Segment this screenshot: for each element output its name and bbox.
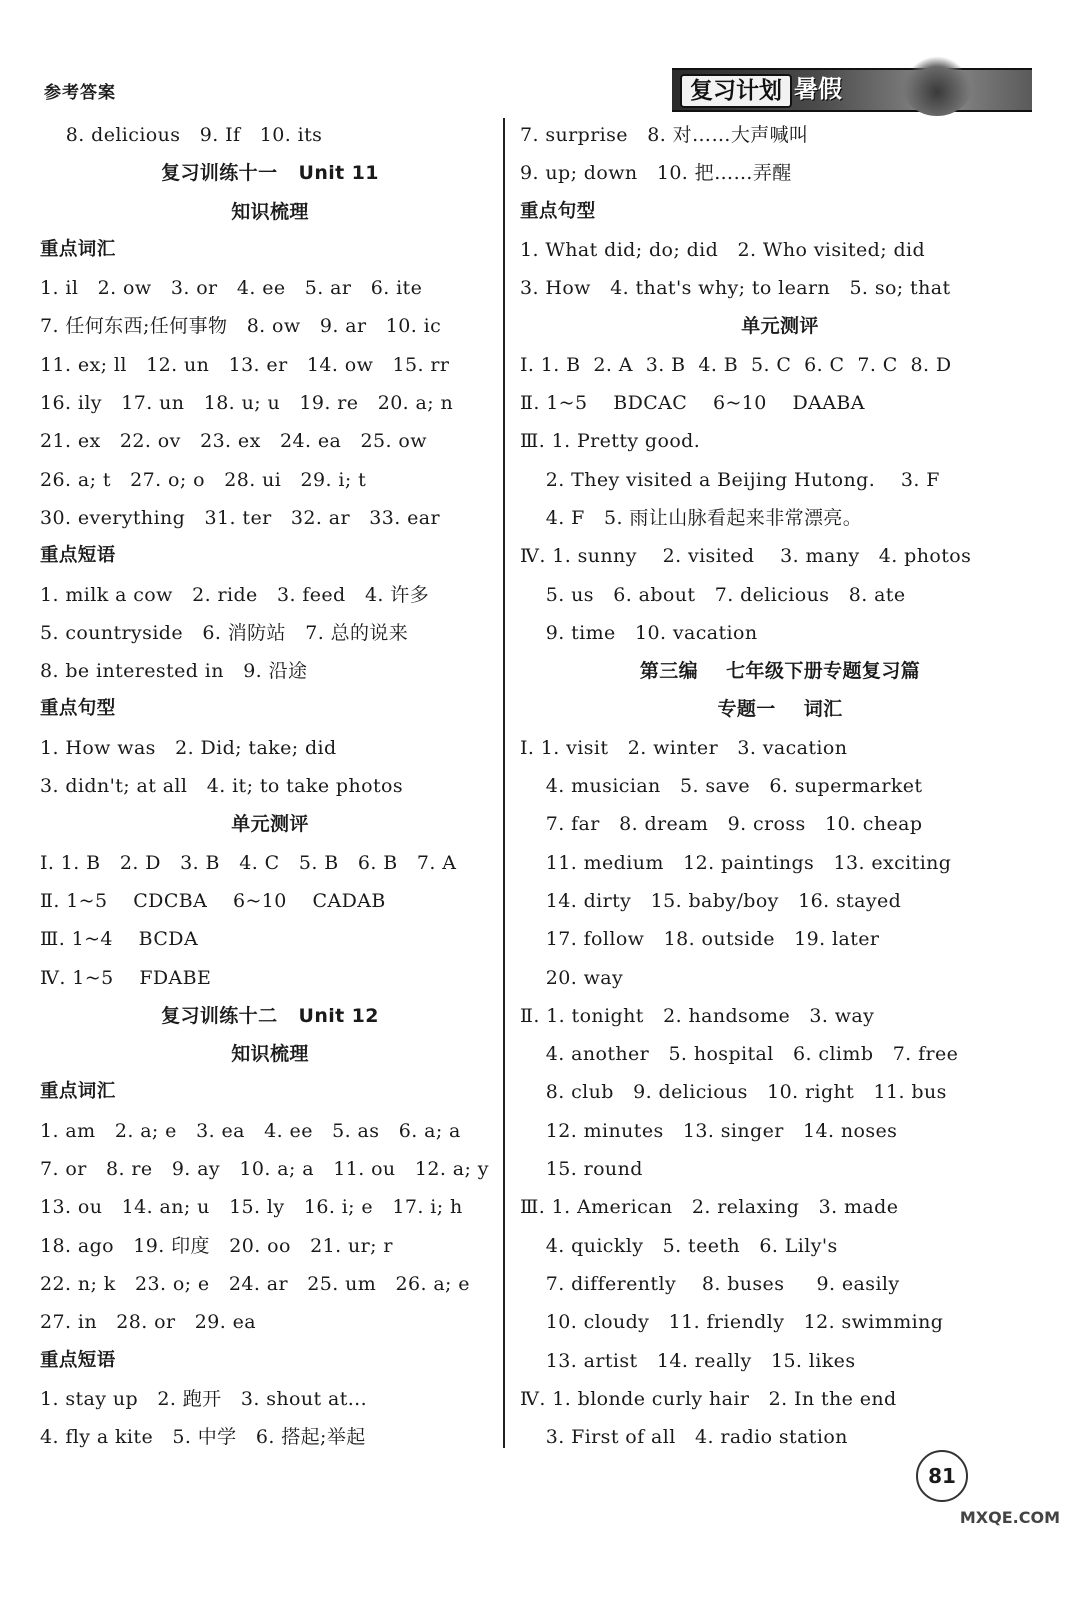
answer-line: 17. follow 18. outside 19. later	[520, 928, 880, 951]
answer-line: 13. ou 14. an; u 15. ly 16. i; e 17. i; h	[40, 1196, 463, 1219]
answer-line: 10. cloudy 11. friendly 12. swimming	[520, 1311, 944, 1334]
section-title: 专题一 词汇	[717, 698, 843, 721]
answer-line: 7. surprise 8. 对……大声喊叫	[520, 124, 809, 146]
section-title: 知识梳理	[231, 1043, 309, 1066]
answer-line: 3. How 4. that's why; to learn 5. so; that	[520, 277, 951, 300]
section-heading: 重点短语	[40, 1349, 116, 1371]
section-heading: 重点词汇	[40, 238, 116, 260]
left-column	[40, 116, 500, 1456]
answer-line: Ⅱ. 1~5 BDCAC 6~10 DAABA	[520, 392, 865, 415]
answer-line: 14. dirty 15. baby/boy 16. stayed	[520, 889, 902, 912]
answer-line: Ⅰ. 1. visit 2. winter 3. vacation	[520, 736, 848, 759]
answer-line: 12. minutes 13. singer 14. noses	[520, 1119, 898, 1142]
right-column	[520, 116, 1040, 1456]
answer-line: 4. fly a kite 5. 中学 6. 搭起;举起	[40, 1426, 366, 1449]
answer-line: 4. quickly 5. teeth 6. Lily's	[520, 1234, 838, 1257]
answer-line: 21. ex 22. ov 23. ex 24. ea 25. ow	[40, 430, 427, 453]
answer-line: 2. They visited a Beijing Hutong. 3. F	[520, 468, 940, 491]
answer-line: Ⅱ. 1~5 CDCBA 6~10 CADAB	[40, 889, 386, 912]
answer-line: Ⅳ. 1~5 FDABE	[40, 966, 212, 989]
answer-line: 4. musician 5. save 6. supermarket	[520, 775, 923, 798]
answer-line: 4. another 5. hospital 6. climb 7. free	[520, 1043, 959, 1066]
answer-line: 22. n; k 23. o; e 24. ar 25. um 26. a; e	[40, 1272, 470, 1295]
answer-line: 5. countryside 6. 消防站 7. 总的说来	[40, 621, 409, 644]
section-title: 知识梳理	[231, 200, 309, 223]
answer-line: 1. am 2. a; e 3. ea 4. ee 5. as 6. a; a	[40, 1119, 461, 1142]
answer-line: 3. First of all 4. radio station	[520, 1426, 848, 1449]
answer-line: 1. il 2. ow 3. or 4. ee 5. ar 6. ite	[40, 277, 423, 300]
banner-suffix: 暑假	[794, 75, 842, 103]
section-title: 单元测评	[741, 315, 819, 338]
answer-line: Ⅱ. 1. tonight 2. handsome 3. way	[520, 1004, 875, 1027]
header-label: 参考答案	[44, 83, 116, 103]
answer-line: 20. way	[520, 966, 624, 989]
section-title: 单元测评	[231, 813, 309, 836]
watermark: MXQE.COM	[959, 1508, 1060, 1527]
section-heading: 重点词汇	[40, 1081, 116, 1103]
answer-line: 30. everything 31. ter 32. ar 33. ear	[40, 506, 440, 529]
answer-line: 7. far 8. dream 9. cross 10. cheap	[520, 813, 923, 836]
answer-line: 8. be interested in 9. 沿途	[40, 660, 308, 683]
page-number: 81	[916, 1450, 968, 1502]
answer-line: 18. ago 19. 印度 20. oo 21. ur; r	[40, 1234, 393, 1257]
answer-line: 26. a; t 27. o; o 28. ui 29. i; t	[40, 468, 367, 491]
answer-line: 13. artist 14. really 15. likes	[520, 1349, 856, 1372]
answer-line: Ⅲ. 1~4 BCDA	[40, 928, 199, 951]
answer-line: 9. time 10. vacation	[520, 621, 758, 644]
answer-line: 7. or 8. re 9. ay 10. a; a 11. ou 12. a; y	[40, 1158, 489, 1181]
answer-line: 7. differently 8. buses 9. easily	[520, 1272, 900, 1295]
section-heading: 重点句型	[40, 698, 116, 720]
banner-decoration-icon	[902, 56, 972, 116]
answer-line: 15. round	[520, 1158, 643, 1181]
answer-line: 11. ex; ll 12. un 13. er 14. ow 15. rr	[40, 353, 450, 376]
answer-line: 1. milk a cow 2. ride 3. feed 4. 许多	[40, 583, 430, 606]
answer-line: 5. us 6. about 7. delicious 8. ate	[520, 583, 906, 606]
answer-line: 4. F 5. 雨让山脉看起来非常漂亮。	[520, 506, 863, 529]
section-heading: 重点句型	[520, 200, 596, 222]
answer-line: 16. ily 17. un 18. u; u 19. re 20. a; n	[40, 392, 454, 415]
answer-line: Ⅳ. 1. blonde curly hair 2. In the end	[520, 1387, 897, 1410]
answer-line: 3. didn't; at all 4. it; to take photos	[40, 775, 403, 798]
column-divider	[503, 118, 505, 1448]
banner-title: 复习计划	[680, 74, 792, 108]
answer-line: Ⅲ. 1. American 2. relaxing 3. made	[520, 1196, 899, 1219]
answer-line: 1. What did; do; did 2. Who visited; did	[520, 238, 926, 261]
section-title: 复习训练十一 Unit 11	[161, 162, 379, 185]
answer-line: 8. delicious 9. If 10. its	[40, 124, 323, 146]
section-heading: 重点短语	[40, 545, 116, 567]
answer-line: 27. in 28. or 29. ea	[40, 1311, 257, 1334]
section-title: 第三编 七年级下册专题复习篇	[639, 660, 921, 683]
header-banner	[672, 68, 1032, 112]
answer-line: Ⅰ. 1. B 2. A 3. B 4. B 5. C 6. C 7. C 8. D	[520, 353, 952, 376]
answer-line: Ⅰ. 1. B 2. D 3. B 4. C 5. B 6. B 7. A	[40, 851, 457, 874]
answer-line: 1. stay up 2. 跑开 3. shout at...	[40, 1387, 368, 1410]
section-title: 复习训练十二 Unit 12	[161, 1004, 379, 1027]
answer-line: 8. club 9. delicious 10. right 11. bus	[520, 1081, 947, 1104]
answer-line: 1. How was 2. Did; take; did	[40, 736, 337, 759]
answer-line: 7. 任何东西;任何事物 8. ow 9. ar 10. ic	[40, 315, 442, 338]
answer-line: Ⅳ. 1. sunny 2. visited 3. many 4. photos	[520, 545, 972, 568]
answer-line: Ⅲ. 1. Pretty good.	[520, 430, 701, 453]
answer-line: 11. medium 12. paintings 13. exciting	[520, 851, 952, 874]
answer-line: 9. up; down 10. 把……弄醒	[520, 162, 792, 185]
